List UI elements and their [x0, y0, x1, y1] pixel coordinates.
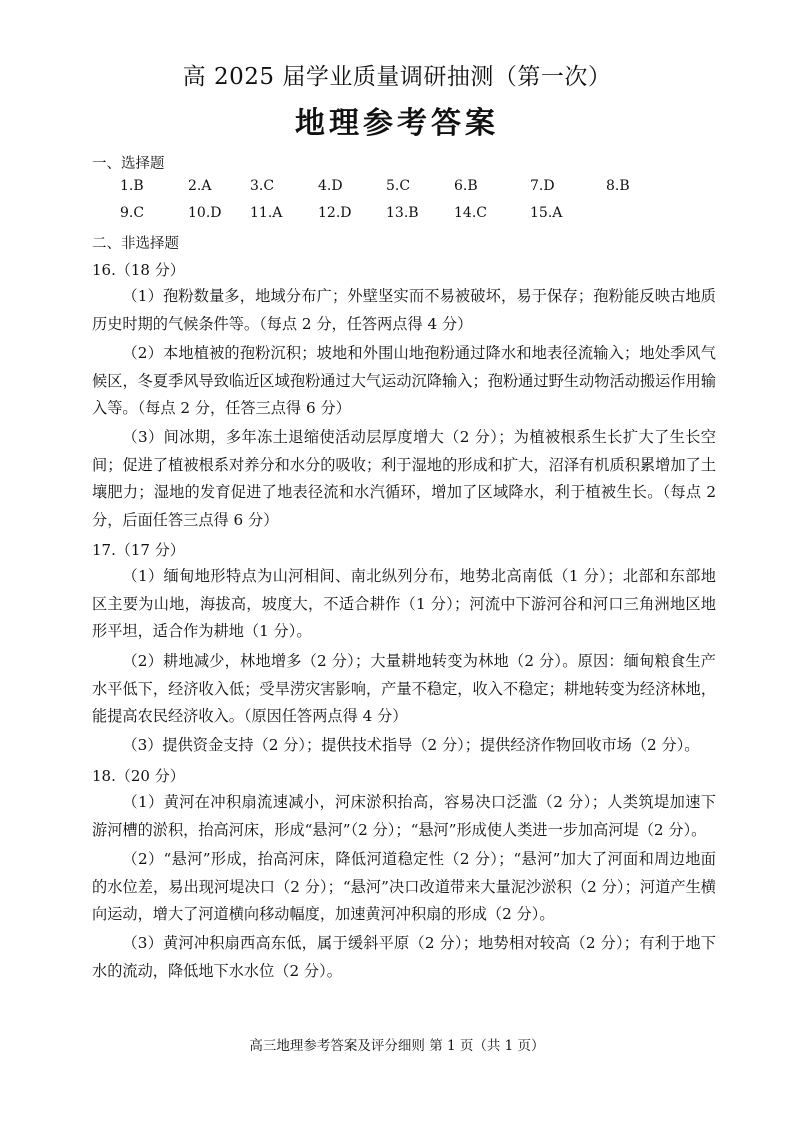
answer-item: 10.D [188, 205, 222, 221]
question-17-heading: 17.（17 分） [92, 541, 185, 559]
answer-item: 11.A [250, 205, 283, 221]
q18-part-2: （2）“悬河”形成，抬高河床，降低河道稳定性（2 分）；“悬河”加大了河面和周边地面的水位差，易出现河堤决口（2 分）；“悬河”决口改道带来大量泥沙淤积（2 分）；河道产生横向运动，增大了河道横向移动幅度，加速黄河冲积扇的形成（2 分）。 [92, 850, 716, 924]
answer-item: 3.C [250, 178, 275, 194]
answer-item: 12.D [318, 205, 352, 221]
q17-part-3: （3）提供资金支持（2 分）；提供技术指导（2 分）；提供经济作物回收市场（2 分）。 [122, 736, 700, 754]
answer-item: 14.C [454, 205, 487, 221]
exam-title: 高 2025 届学业质量调研抽测（第一次） [182, 64, 612, 90]
answer-row-1 [118, 178, 678, 198]
answer-item: 9.C [120, 205, 145, 221]
q17-part-1: （1）缅甸地形特点为山河相间、南北纵列分布，地势北高南低（1 分）；北部和东部地区主要为山地，海拔高，坡度大，不适合耕作（1 分）；河流中下游河谷和河口三角洲地区地形平坦，适合作为耕地（1 分）。 [92, 567, 716, 641]
q18-part-3: （3）黄河冲积扇西高东低，属于缓斜平原（2 分）；地势相对较高（2 分）；有利于地下水的流动，降低地下水水位（2 分）。 [92, 934, 716, 980]
answer-item: 6.B [454, 178, 478, 194]
answer-item: 8.B [606, 178, 630, 194]
answer-item: 1.B [120, 178, 144, 194]
answer-item: 13.B [386, 205, 419, 221]
question-16-heading: 16.（18 分） [92, 261, 185, 279]
section-nonchoice-heading: 二、非选择题 [92, 236, 179, 252]
answer-item: 2.A [188, 178, 212, 194]
q17-part-2: （2）耕地减少，林地增多（2 分）；大量耕地转变为林地（2 分）。原因：缅甸粮食生产水平低下，经济收入低；受旱涝灾害影响，产量不稳定，收入不稳定；耕地转变为经济林地，能提高农民经济收入。（原因任答两点得 4 分） [92, 652, 716, 726]
q18-part-1: （1）黄河在冲积扇流速减小，河床淤积抬高，容易决口泛滥（2 分）；人类筑堤加速下游河槽的淤积，抬高河床，形成“悬河”（2 分）；“悬河”形成使人类进一步加高河堤（2 分）。 [92, 793, 716, 839]
page-footer: 高三地理参考答案及评分细则 第 1 页（共 1 页） [249, 1038, 545, 1054]
question-18-heading: 18.（20 分） [92, 767, 185, 785]
answer-row-2 [118, 205, 678, 225]
answer-item: 4.D [318, 178, 343, 194]
page-title: 地理参考答案 [295, 106, 499, 141]
q16-part-1: （1）孢粉数量多，地域分布广；外壁坚实而不易被破坏，易于保存；孢粉能反映古地质历史时期的气候条件等。（每点 2 分，任答两点得 4 分） [92, 287, 716, 333]
q16-part-3: （3）间冰期，多年冻土退缩使活动层厚度增大（2 分）；为植被根系生长扩大了生长空间；促进了植被根系对养分和水分的吸收；利于湿地的形成和扩大，沼泽有机质积累增加了土壤肥力；湿地的发育促进了地表径流和水汽循环，增加了区域降水，利于植被生长。（每点 2 分，后面任答三点得 6 分） [92, 428, 716, 529]
section-choice-heading: 一、选择题 [92, 156, 165, 172]
answer-item: 7.D [530, 178, 555, 194]
answer-item: 5.C [386, 178, 411, 194]
answer-item: 15.A [530, 205, 563, 221]
q16-part-2: （2）本地植被的孢粉沉积；坡地和外围山地孢粉通过降水和地表径流输入；地处季风气候区，冬夏季风导致临近区域孢粉通过大气运动沉降输入；孢粉通过野生动物活动搬运作用输入等。（每点 2 分，任答三点得 6 分） [92, 344, 716, 418]
